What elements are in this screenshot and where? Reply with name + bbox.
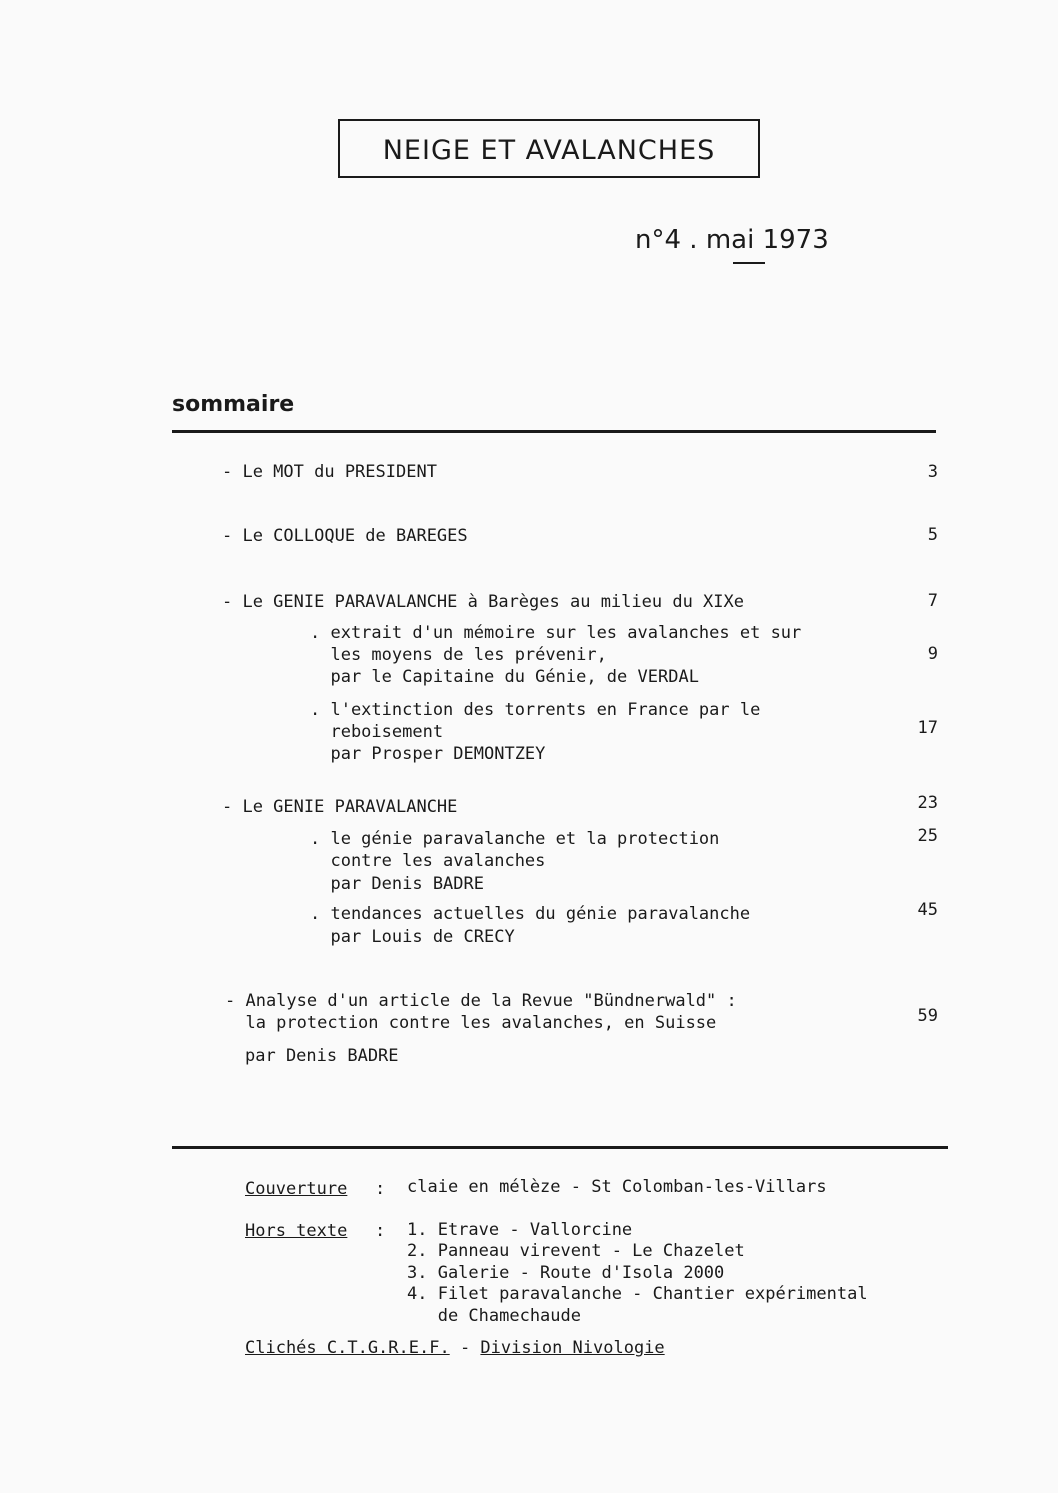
- toc-entry-4-line-2: les moyens de les prévenir,: [310, 645, 607, 665]
- toc-entry-9-author: par Denis BADRE: [245, 1046, 399, 1066]
- toc-entry-9-line-1: - Analyse d'un article de la Revue "Bündnerwald" :: [225, 991, 737, 1011]
- toc-entry-3-text: - Le GENIE PARAVALANCHE à Barèges au milieu du XIXe: [222, 592, 744, 612]
- issue-underline: [733, 262, 765, 264]
- toc-entry-8-line-2: par Louis de CRECY: [310, 927, 515, 947]
- cover-separator: :: [375, 1179, 386, 1199]
- credits-top-rule: [172, 1146, 948, 1149]
- toc-entry-8-line-1: . tendances actuelles du génie paravalanche: [310, 904, 751, 924]
- toc-entry-9-page: 59: [917, 1006, 938, 1026]
- toc-entry-5-line-2: reboisement: [310, 722, 444, 742]
- toc-entry-1-text: - Le MOT du PRESIDENT: [222, 462, 437, 482]
- toc-entry-3-page: 7: [927, 591, 938, 611]
- plate-item-3: 3. Galerie - Route d'Isola 2000: [407, 1263, 725, 1283]
- toc-entry-2-page: 5: [927, 525, 938, 545]
- journal-title: NEIGE ET AVALANCHES: [382, 135, 716, 166]
- cover-label: Couverture: [245, 1179, 348, 1199]
- toc-entry-6-page: 23: [917, 793, 938, 813]
- toc-entry-9-line-2: la protection contre les avalanches, en Suisse: [225, 1013, 717, 1033]
- journal-title-box: [338, 119, 760, 178]
- plate-item-4-cont: de Chamechaude: [407, 1306, 581, 1326]
- toc-heading: sommaire: [172, 392, 295, 417]
- cover-text: claie en mélèze - St Colomban-les-Villars: [407, 1177, 827, 1197]
- toc-entry-4-line-3: par le Capitaine du Génie, de VERDAL: [310, 667, 699, 687]
- toc-entry-7-line-2: contre les avalanches: [310, 851, 546, 871]
- plate-item-2: 2. Panneau virevent - Le Chazelet: [407, 1241, 745, 1261]
- toc-entry-4-line-1: . extrait d'un mémoire sur les avalanches et sur: [310, 623, 802, 643]
- plate-item-1: 1. Etrave - Vallorcine: [407, 1220, 633, 1240]
- plates-separator: :: [375, 1221, 386, 1241]
- toc-top-rule: [172, 430, 936, 433]
- toc-entry-7-line-1: . le génie paravalanche et la protection: [310, 829, 720, 849]
- plate-item-4: 4. Filet paravalanche - Chantier expérimental: [407, 1284, 868, 1304]
- toc-entry-1-page: 3: [927, 462, 938, 482]
- photo-credit-label: Clichés C.T.G.R.E.F.: [245, 1338, 450, 1358]
- issue-number-date: n°4 . mai 1973: [635, 225, 829, 255]
- toc-entry-2-text: - Le COLLOQUE de BAREGES: [222, 526, 468, 546]
- photo-credit: [245, 1338, 665, 1358]
- toc-entry-6-text: - Le GENIE PARAVALANCHE: [222, 797, 458, 817]
- photo-credit-separator: -: [449, 1338, 481, 1358]
- toc-entry-8-page: 45: [917, 900, 938, 920]
- toc-entry-7-page: 25: [917, 826, 938, 846]
- plates-label: Hors texte: [245, 1221, 348, 1241]
- photo-credit-division: Division Nivologie: [480, 1338, 665, 1358]
- toc-entry-5-line-1: . l'extinction des torrents en France par le: [310, 700, 761, 720]
- toc-entry-4-page: 9: [927, 644, 938, 664]
- toc-entry-5-page: 17: [917, 718, 938, 738]
- toc-entry-7-line-3: par Denis BADRE: [310, 874, 484, 894]
- toc-entry-5-line-3: par Prosper DEMONTZEY: [310, 744, 546, 764]
